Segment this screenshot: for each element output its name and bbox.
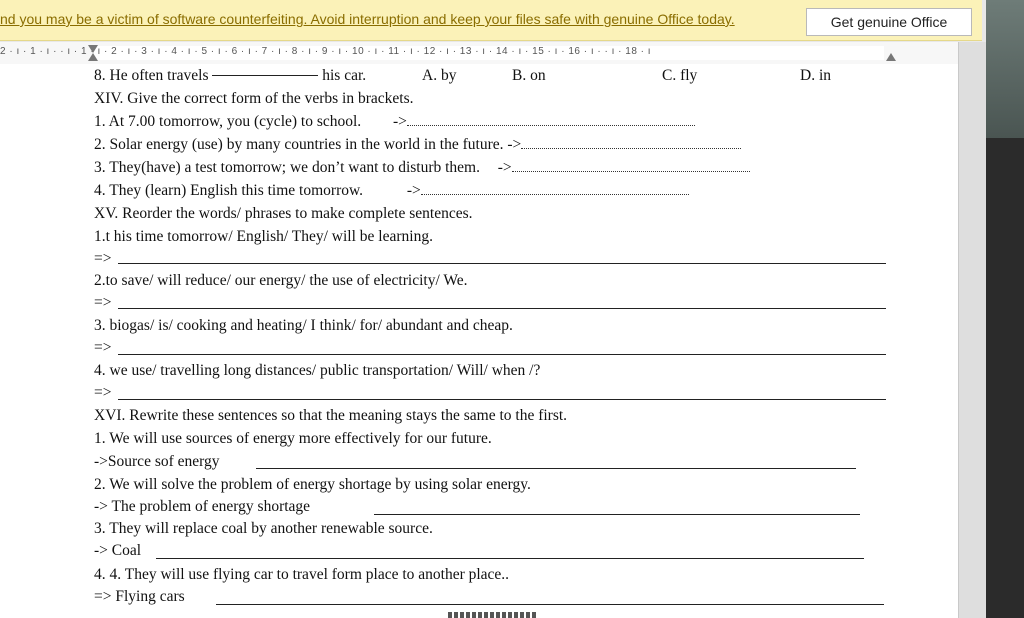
q8-after: his car.	[322, 67, 367, 84]
xiv-item-1	[94, 112, 695, 132]
xv-item-2-answer-line[interactable]	[118, 308, 886, 309]
question-8	[94, 66, 366, 86]
xvi-item-1-prompt: ->Source sof energy	[94, 453, 220, 470]
q8-option-d: D. in	[800, 67, 831, 84]
hanging-indent-marker[interactable]	[88, 53, 98, 61]
xiv-item-4-text: 4. They (learn) English this time tomorrow.	[94, 182, 364, 199]
q8-blank	[212, 75, 318, 76]
q8-option-c: C. fly	[662, 67, 698, 84]
section-xv-title: XV. Reorder the words/ phrases to make complete sentences.	[94, 205, 473, 222]
get-genuine-office-button[interactable]: Get genuine Office	[806, 8, 972, 36]
xv-item-1: 1.t his time tomorrow/ English/ They/ will be learning.	[94, 228, 433, 245]
xvi-item-1: 1. We will use sources of energy more effectively for our future.	[94, 430, 492, 447]
desktop-photo-fragment	[986, 0, 1024, 138]
xiv-item-3-answer-dots[interactable]	[512, 159, 750, 172]
xvi-item-3-answer-line[interactable]	[156, 558, 864, 559]
xiv-item-1-answer-dots[interactable]	[407, 113, 695, 126]
xiv-item-2-arrow: ->	[507, 136, 522, 153]
xiv-item-1-text: 1. At 7.00 tomorrow, you (cycle) to school.	[94, 113, 362, 130]
xv-item-1-answer-line[interactable]	[118, 263, 886, 264]
xv-item-4: 4. we use/ travelling long distances/ public transportation/ Will/ when /?	[94, 362, 541, 379]
xv-item-1-answer-prefix: =>	[94, 250, 112, 267]
ruler-tick-labels: 2 · ı · 1 · ı · · ı · 1 · ı · 2 · ı · 3 · ı · 4 · ı · 5 · ı · 6 · ı · 7 · ı · 8 · ı · 9 · ı · 10 · ı · 11 · ı · 12 · ı · 13 · ı · 14 · ı · 15 · ı · 16 · ı · · ı · 18 · ı	[0, 46, 652, 57]
counterfeit-warning-link[interactable]: nd you may be a victim of software counterfeiting. Avoid interruption and keep your files safe with genuine Office today.	[0, 11, 735, 27]
xv-item-3-answer-line[interactable]	[118, 354, 886, 355]
xiv-item-4-answer-dots[interactable]	[421, 182, 689, 195]
q8-option-b: B. on	[512, 67, 546, 84]
xvi-item-3-prompt: -> Coal	[94, 542, 142, 559]
q8-option-a: A. by	[422, 67, 457, 84]
xiv-item-3	[94, 158, 750, 178]
xiv-item-2	[94, 135, 741, 155]
xvi-item-4-prompt: => Flying cars	[94, 588, 185, 605]
right-indent-marker[interactable]	[886, 53, 896, 61]
document-page[interactable]	[0, 64, 958, 618]
xv-item-4-answer-line[interactable]	[118, 399, 886, 400]
xv-item-3: 3. biogas/ is/ cooking and heating/ I think/ for/ abundant and cheap.	[94, 317, 513, 334]
xvi-item-3: 3. They will replace coal by another renewable source.	[94, 520, 433, 537]
xiv-item-4-arrow: ->	[406, 182, 421, 199]
genuine-office-notification-bar	[0, 0, 982, 41]
xiv-item-3-text: 3. They(have) a test tomorrow; we don’t want to disturb them.	[94, 159, 480, 176]
xiv-item-2-answer-dots[interactable]	[521, 136, 741, 149]
first-line-indent-marker[interactable]	[88, 45, 98, 53]
xv-item-3-answer-prefix: =>	[94, 339, 112, 356]
xiv-item-4	[94, 181, 689, 201]
xiv-item-3-arrow: ->	[497, 159, 512, 176]
section-xiv-title: XIV. Give the correct form of the verbs in brackets.	[94, 90, 414, 107]
vertical-scrollbar[interactable]	[958, 42, 987, 618]
xv-item-4-answer-prefix: =>	[94, 384, 112, 401]
xiv-item-1-arrow: ->	[392, 113, 407, 130]
xvi-item-2-prompt: -> The problem of energy shortage	[94, 498, 311, 515]
cut-off-footer-text	[448, 612, 538, 618]
xv-item-2: 2.to save/ will reduce/ our energy/ the use of electricity/ We.	[94, 272, 468, 289]
section-xvi-title: XVI. Rewrite these sentences so that the meaning stays the same to the first.	[94, 407, 568, 424]
xvi-item-4-answer-line[interactable]	[216, 604, 884, 605]
horizontal-ruler[interactable]	[0, 42, 960, 65]
xiv-item-2-text: 2. Solar energy (use) by many countries in the world in the future.	[94, 136, 504, 153]
q8-stem: 8. He often travels	[94, 67, 209, 84]
xvi-item-4: 4. 4. They will use flying car to travel form place to another place..	[94, 566, 510, 583]
xvi-item-1-answer-line[interactable]	[256, 468, 856, 469]
xv-item-2-answer-prefix: =>	[94, 294, 112, 311]
xvi-item-2: 2. We will solve the problem of energy shortage by using solar energy.	[94, 476, 531, 493]
xvi-item-2-answer-line[interactable]	[374, 514, 860, 515]
